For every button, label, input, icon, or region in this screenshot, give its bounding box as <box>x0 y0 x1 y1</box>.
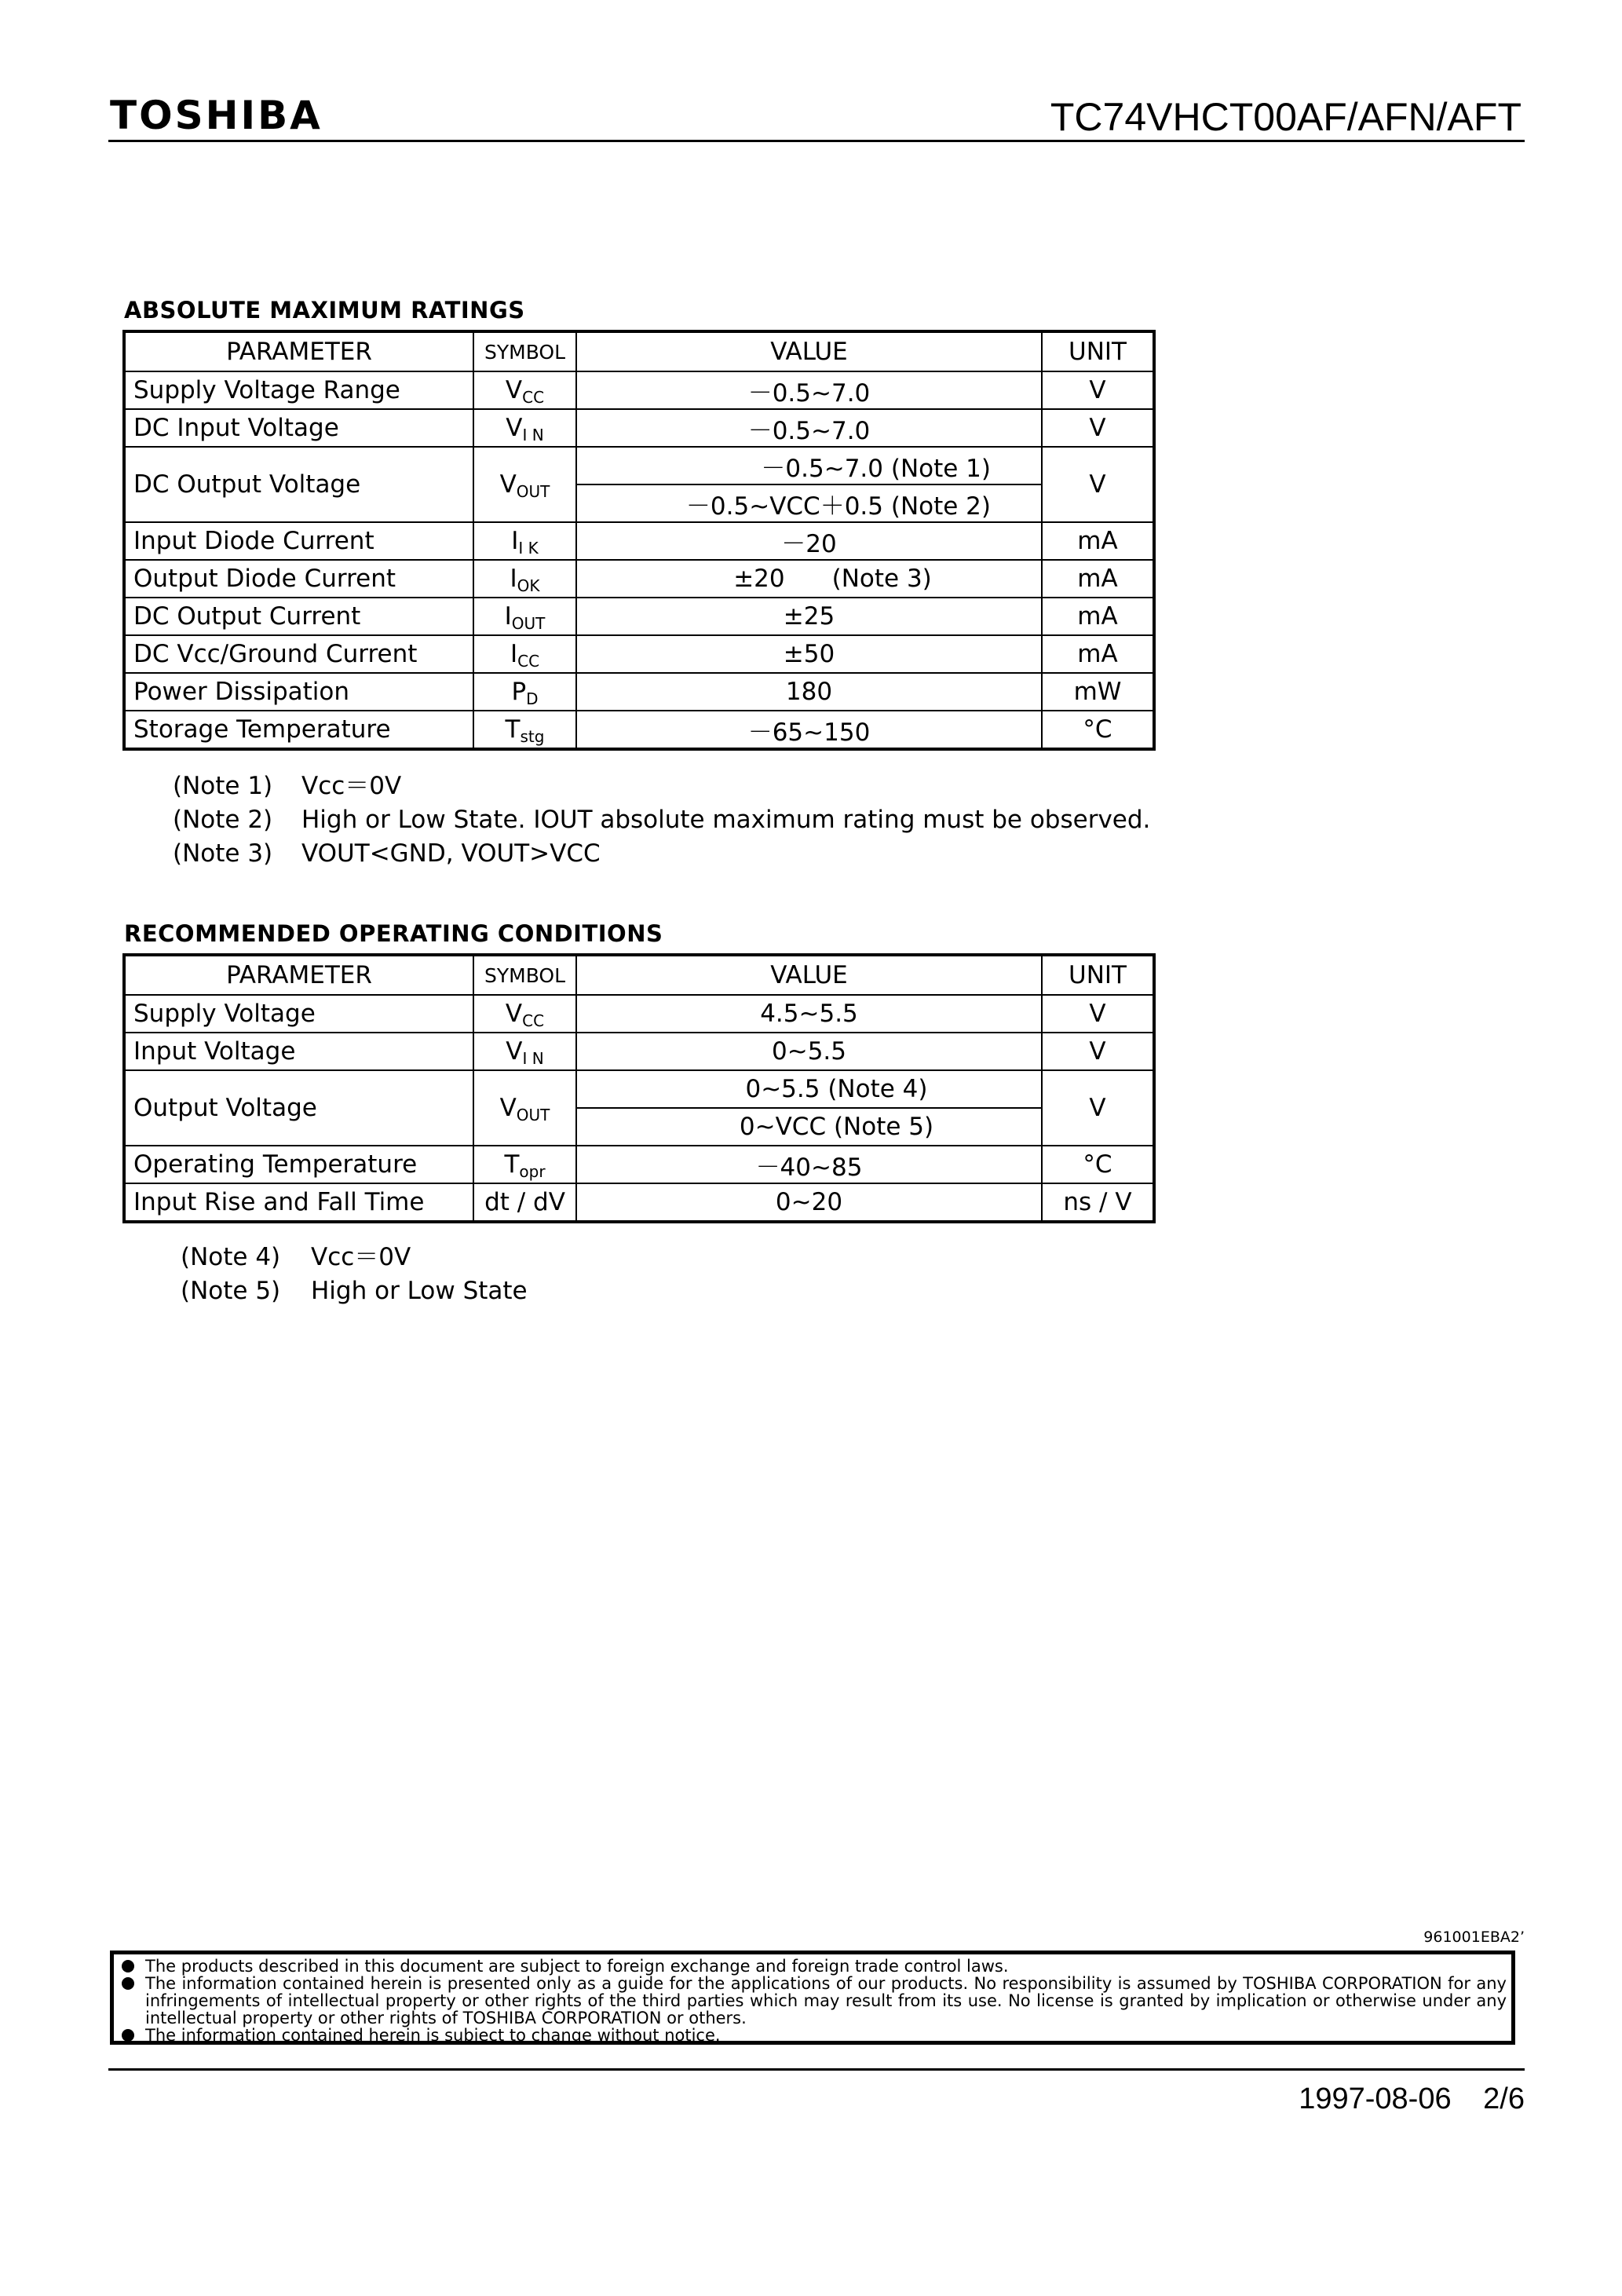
page-footer <box>1299 2082 1525 2116</box>
note-line: (Note 4) Vcc＝0V <box>181 1243 411 1271</box>
unit-cell: mW <box>1042 673 1154 711</box>
symbol-cell: $V_{I N}$ <box>473 409 576 447</box>
table-row <box>124 711 1154 749</box>
param-cell: DC Input Voltage <box>124 409 473 447</box>
value-cell: －0.5~7.0 (Note 1) <box>576 447 1042 484</box>
value-cell: －0.5~7.0 <box>576 409 1042 447</box>
value-cell: －40~85 <box>576 1146 1042 1183</box>
bullet-icon <box>122 2029 134 2042</box>
unit-cell: mA <box>1042 598 1154 635</box>
symbol-cell: $V_{I N}$ <box>473 1033 576 1070</box>
table-row <box>124 635 1154 673</box>
header-rule <box>108 140 1525 142</box>
param-cell: Operating Temperature <box>124 1146 473 1183</box>
rec-op-table <box>122 953 1156 1223</box>
param-cell: Power Dissipation <box>124 673 473 711</box>
value-cell: ±25 <box>576 598 1042 635</box>
value-cell: 180 <box>576 673 1042 711</box>
table-row <box>124 1183 1154 1222</box>
col-header-symbol: SYMBOL <box>473 331 576 371</box>
page-number: 2/6 <box>1483 2082 1525 2115</box>
table-row <box>124 409 1154 447</box>
symbol-cell: $I_{I K}$ <box>473 522 576 560</box>
unit-cell: V <box>1042 409 1154 447</box>
value-cell: －65~150 <box>576 711 1042 749</box>
table-row <box>124 447 1154 484</box>
unit-cell: V <box>1042 447 1154 522</box>
unit-cell: ns / V <box>1042 1183 1154 1222</box>
value-cell: 0~VCC (Note 5) <box>576 1108 1042 1146</box>
value-cell: 0~5.5 <box>576 1033 1042 1070</box>
table-row <box>124 522 1154 560</box>
brand-logo: TOSHIBA <box>110 93 323 138</box>
document-code: 961001EBA2’ <box>1423 1929 1525 1946</box>
value-cell: 0~5.5 (Note 4) <box>576 1070 1042 1108</box>
value-cell: －20 <box>576 522 1042 560</box>
col-header-value: VALUE <box>576 331 1042 371</box>
param-cell: Input Rise and Fall Time <box>124 1183 473 1222</box>
value-cell: 0~20 <box>576 1183 1042 1222</box>
unit-cell: °C <box>1042 1146 1154 1183</box>
footer-rule <box>108 2068 1525 2071</box>
param-cell: Storage Temperature <box>124 711 473 749</box>
table-row <box>124 673 1154 711</box>
col-header-value: VALUE <box>576 955 1042 995</box>
note-line: (Note 5) High or Low State <box>181 1277 528 1305</box>
symbol-cell: $I_{OK}$ <box>473 560 576 598</box>
symbol-cell: $T_{opr}$ <box>473 1146 576 1183</box>
unit-cell: °C <box>1042 711 1154 749</box>
symbol-cell: $V_{OUT}$ <box>473 1070 576 1146</box>
unit-cell: mA <box>1042 635 1154 673</box>
bullet-icon <box>122 1960 134 1972</box>
abs-max-notes <box>173 770 1150 871</box>
param-cell: Supply Voltage Range <box>124 371 473 409</box>
rec-op-title: RECOMMENDED OPERATING CONDITIONS <box>124 920 663 947</box>
abs-max-title: ABSOLUTE MAXIMUM RATINGS <box>124 297 525 324</box>
value-cell: －0.5~VCC＋0.5 (Note 2) <box>576 484 1042 522</box>
table-row <box>124 995 1154 1033</box>
value-cell: 4.5~5.5 <box>576 995 1042 1033</box>
table-header-row <box>124 331 1154 371</box>
table-header-row <box>124 955 1154 995</box>
unit-cell: mA <box>1042 560 1154 598</box>
symbol-cell: $V_{CC}$ <box>473 371 576 409</box>
col-header-parameter: PARAMETER <box>124 331 473 371</box>
table-row <box>124 598 1154 635</box>
symbol-cell: dt / dV <box>473 1183 576 1222</box>
unit-cell: mA <box>1042 522 1154 560</box>
param-cell: Output Diode Current <box>124 560 473 598</box>
unit-cell: V <box>1042 995 1154 1033</box>
value-cell: ±50 <box>576 635 1042 673</box>
table-row <box>124 371 1154 409</box>
disclaimer-item: The information contained herein is presented only as a guide for the applications of our products. No responsibility is assumed by TOSHIBA CORPORATION for any infringements of intellectual property or other rights of the third parties which may result from its use. No license is granted by implication or otherwise under any intellectual property or other rights of TOSHIBA CORPORATION or others. <box>119 1975 1507 2027</box>
footer-date: 1997-08-06 <box>1299 2082 1452 2115</box>
param-cell: Supply Voltage <box>124 995 473 1033</box>
part-number-title: TC74VHCT00AF/AFN/AFT <box>1050 95 1522 139</box>
symbol-cell: $V_{OUT}$ <box>473 447 576 522</box>
col-header-unit: UNIT <box>1042 955 1154 995</box>
param-cell: Input Diode Current <box>124 522 473 560</box>
table-row <box>124 560 1154 598</box>
symbol-cell: $I_{OUT}$ <box>473 598 576 635</box>
table-row <box>124 1070 1154 1108</box>
abs-max-table <box>122 330 1156 751</box>
note-line: (Note 2) High or Low State. IOUT absolute maximum rating must be observed. <box>173 806 1151 834</box>
note-line: (Note 1) Vcc＝0V <box>173 772 402 800</box>
disclaimer-item: The information contained herein is subject to change without notice. <box>119 2027 1507 2044</box>
unit-cell: V <box>1042 1033 1154 1070</box>
col-header-symbol: SYMBOL <box>473 955 576 995</box>
col-header-parameter: PARAMETER <box>124 955 473 995</box>
unit-cell: V <box>1042 371 1154 409</box>
param-cell: Output Voltage <box>124 1070 473 1146</box>
param-cell: DC Output Current <box>124 598 473 635</box>
bullet-icon <box>122 1977 134 1990</box>
symbol-cell: $P_D$ <box>473 673 576 711</box>
symbol-cell: $V_{CC}$ <box>473 995 576 1033</box>
disclaimer-item: The products described in this document are subject to foreign exchange and foreign trade control laws. <box>119 1958 1507 1975</box>
disclaimer-box <box>110 1951 1515 2045</box>
param-cell: Input Voltage <box>124 1033 473 1070</box>
param-cell: DC Output Voltage <box>124 447 473 522</box>
rec-op-notes <box>181 1241 528 1308</box>
value-cell: －0.5~7.0 <box>576 371 1042 409</box>
value-cell: ±20 (Note 3) <box>576 560 1042 598</box>
param-cell: DC Vcc/Ground Current <box>124 635 473 673</box>
symbol-cell: $T_{stg}$ <box>473 711 576 749</box>
table-row <box>124 1033 1154 1070</box>
symbol-cell: $I_{CC}$ <box>473 635 576 673</box>
table-row <box>124 1146 1154 1183</box>
unit-cell: V <box>1042 1070 1154 1146</box>
note-line: (Note 3) VOUT<GND, VOUT>VCC <box>173 839 601 868</box>
col-header-unit: UNIT <box>1042 331 1154 371</box>
